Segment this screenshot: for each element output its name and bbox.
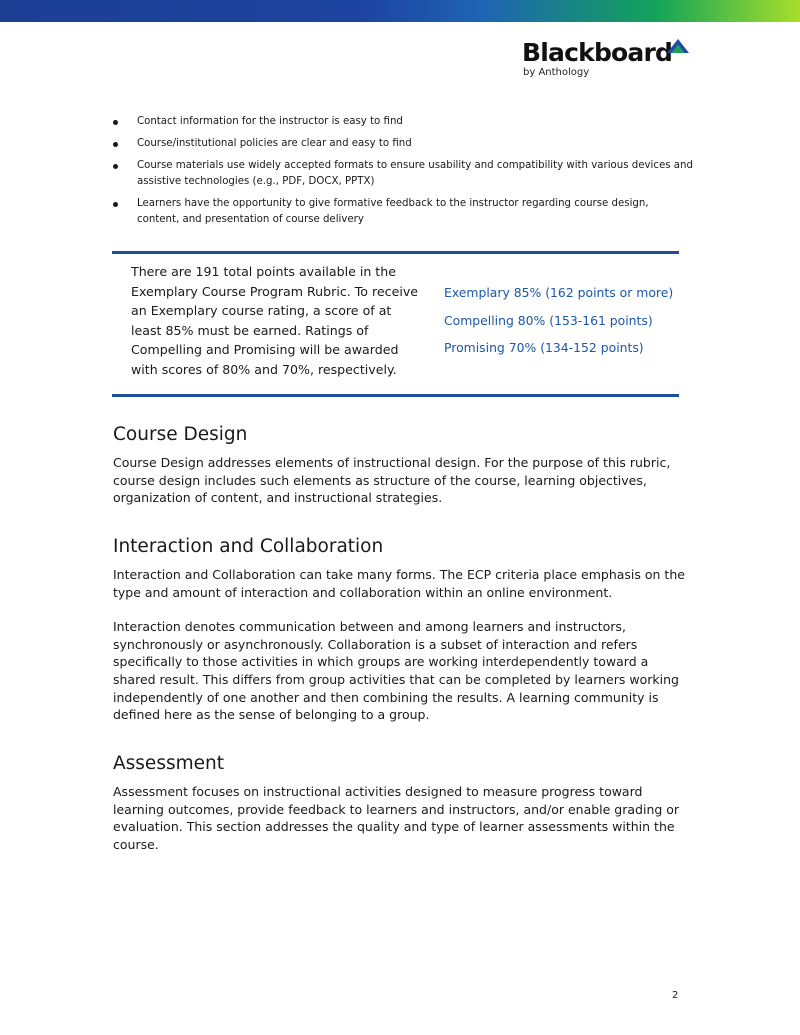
list-item: Course materials use widely accepted formats to ensure usability and compatibility with various devices and assistive technologies (e.g., PDF, DOCX, PPTX): [113, 158, 693, 190]
section-heading: Interaction and Collaboration: [113, 536, 384, 557]
list-item: Course/institutional policies are clear and easy to find: [113, 136, 693, 152]
bullet-list: [113, 114, 693, 234]
section-paragraph: Interaction denotes communication between and among learners and instructors, synchronously or asynchronously. Collaboration is a subset of interaction and refers specifically to those activities in which groups are working interdependently toward a shared result. This differs from group activities that can be completed by learners working independently of one another and then combining the results. A learning community is defined here as the sense of belonging to a group.: [113, 619, 679, 723]
section-course-design: [113, 423, 693, 524]
list-item: Contact information for the instructor is easy to find: [113, 114, 693, 130]
logo-chevron-icon: [667, 39, 689, 55]
list-item: Learners have the opportunity to give formative feedback to the instructor regarding course design, content, and presentation of course delivery: [113, 196, 693, 228]
rating-compelling: Compelling 80% (153-161 points): [444, 312, 653, 328]
section-heading: Course Design: [113, 424, 248, 445]
logo-subtitle: by Anthology: [523, 67, 590, 78]
section-assessment: [113, 752, 693, 870]
section-paragraph: Course Design addresses elements of instructional design. For the purpose of this rubric, course design includes such elements as structure of the course, learning objectives, organization of content, and instructional strategies.: [113, 455, 671, 506]
callout-text: There are 191 total points available in the Exemplary Course Program Rubric. To receive an Exemplary course rating, a score of at least 85% must be earned. Ratings of Compelling and Promising will be awarded with scores of 80% and 70%, respectively.: [131, 264, 419, 377]
rating-levels: [444, 284, 673, 367]
rating-exemplary: Exemplary 85% (162 points or more): [444, 285, 674, 300]
blackboard-logo: [522, 38, 692, 82]
section-paragraph: Interaction and Collaboration can take many forms. The ECP criteria place emphasis on the type and amount of interaction and collaboration within an online environment.: [113, 567, 685, 600]
rating-promising: Promising 70% (134-152 points): [444, 340, 644, 356]
section-heading: Assessment: [113, 753, 224, 774]
section-interaction: [113, 535, 693, 741]
page-number: 2: [672, 990, 679, 1001]
header-gradient-bar: [0, 0, 800, 22]
section-paragraph: Assessment focuses on instructional activities designed to measure progress toward learning outcomes, provide feedback to learners and instructors, and/or enable grading or evaluation. This section addresses the quality and type of learner assessments within the course.: [113, 784, 680, 852]
callout-bottom-rule: [112, 394, 679, 397]
callout-top-rule: [112, 251, 679, 254]
logo-wordmark: Blackboard: [522, 38, 673, 67]
